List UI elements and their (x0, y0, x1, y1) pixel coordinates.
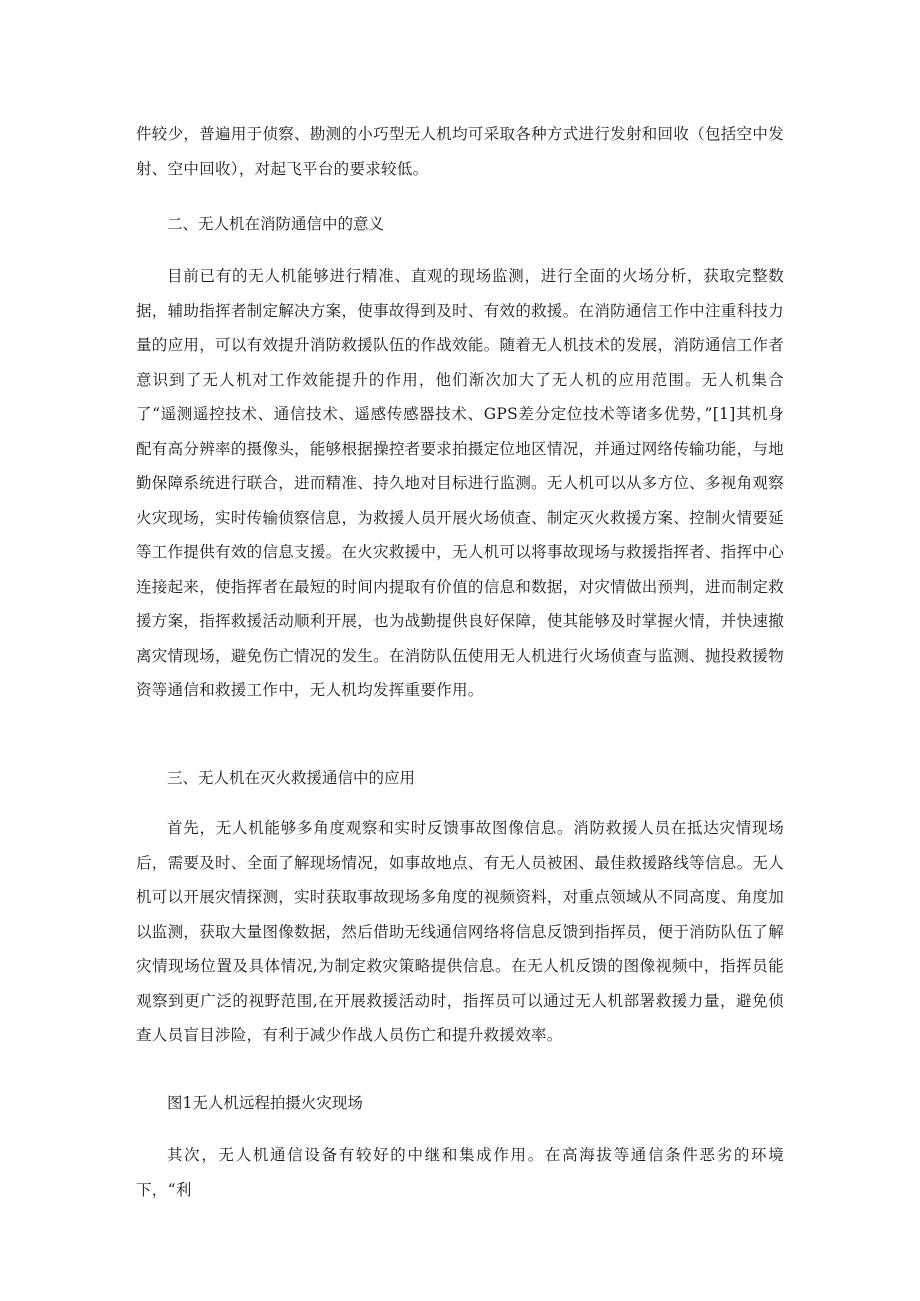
section-heading-3: 三、无人机在灭火救援通信中的应用 (167, 769, 416, 787)
section-heading-2: 二、无人机在消防通信中的意义 (167, 215, 385, 233)
paragraph-continuation: 件较少，普遍用于侦察、勘测的小巧型无人机均可采取各种方式进行发射和回收（包括空中发射、空中回收），对起飞平台的要求较低。 (136, 125, 784, 178)
figure-caption: 图1无人机远程拍摄火灾现场 (167, 1094, 363, 1112)
paragraph-application-first: 首先，无人机能够多角度观察和实时反馈事故图像信息。消防救援人员在抵达灾情现场后，需要及时、全面了解现场情况，如事故地点、有无人员被困、最佳救援路线等信息。无人机可以开展灾情探测，实时获取事故现场多角度的视频资料，对重点领域从不同高度、角度加以监测，获取大量图像数据，然后借助无线通信网络将信息反馈到指挥员，便于消防队伍了解灾情现场位置及具体情况,为制定救灾策略提供信息。在无人机反馈的图像视频中，指挥员能观察到更广泛的视野范围,在开展救援活动时，指挥员可以通过无人机部署救援力量，避免侦查人员盲目涉险，有利于减少作战人员伤亡和提升救援效率。 (136, 819, 784, 1044)
paragraph-significance: 目前已有的无人机能够进行精准、直观的现场监测，进行全面的火场分析，获取完整数据，辅助指挥者制定解决方案，使事故得到及时、有效的救援。在消防通信工作中注重科技力量的应用，可以有效提升消防救援队伍的作战效能。随着无人机技术的发展，消防通信工作者意识到了无人机对工作效能提升的作用，他们渐次加大了无人机的应用范围。无人机集合了“遥测遥控技术、通信技术、遥感传感器技术、GPS差分定位技术等诸多优势，”[1]其机身配有高分辨率的摄像头，能够根据操控者要求拍摄定位地区情况，并通过网络传输功能，与地勤保障系统进行联合，进而精准、持久地对目标进行监测。无人机可以从多方位、多视角观察火灾现场，实时传输侦察信息，为救援人员开展火场侦查、制定灭火救援方案、控制火情要延等工作提供有效的信息支援。在火灾救援中，无人机可以将事故现场与救援指挥者、指挥中心连接起来，使指挥者在最短的时间内提取有价值的信息和数据，对灾情做出预判，进而制定救援方案，指挥救援活动顺利开展，也为战勤提供良好保障，使其能够及时掌握火情，并快速撤离灾情现场，避免伤亡情况的发生。在消防队伍使用无人机进行火场侦查与监测、抛投救援物资等通信和救援工作中，无人机均发挥重要作用。 (136, 267, 784, 699)
paragraph-application-second: 其次，无人机通信设备有较好的中继和集成作用。在高海拔等通信条件恶劣的环境下，“利 (136, 1146, 784, 1199)
